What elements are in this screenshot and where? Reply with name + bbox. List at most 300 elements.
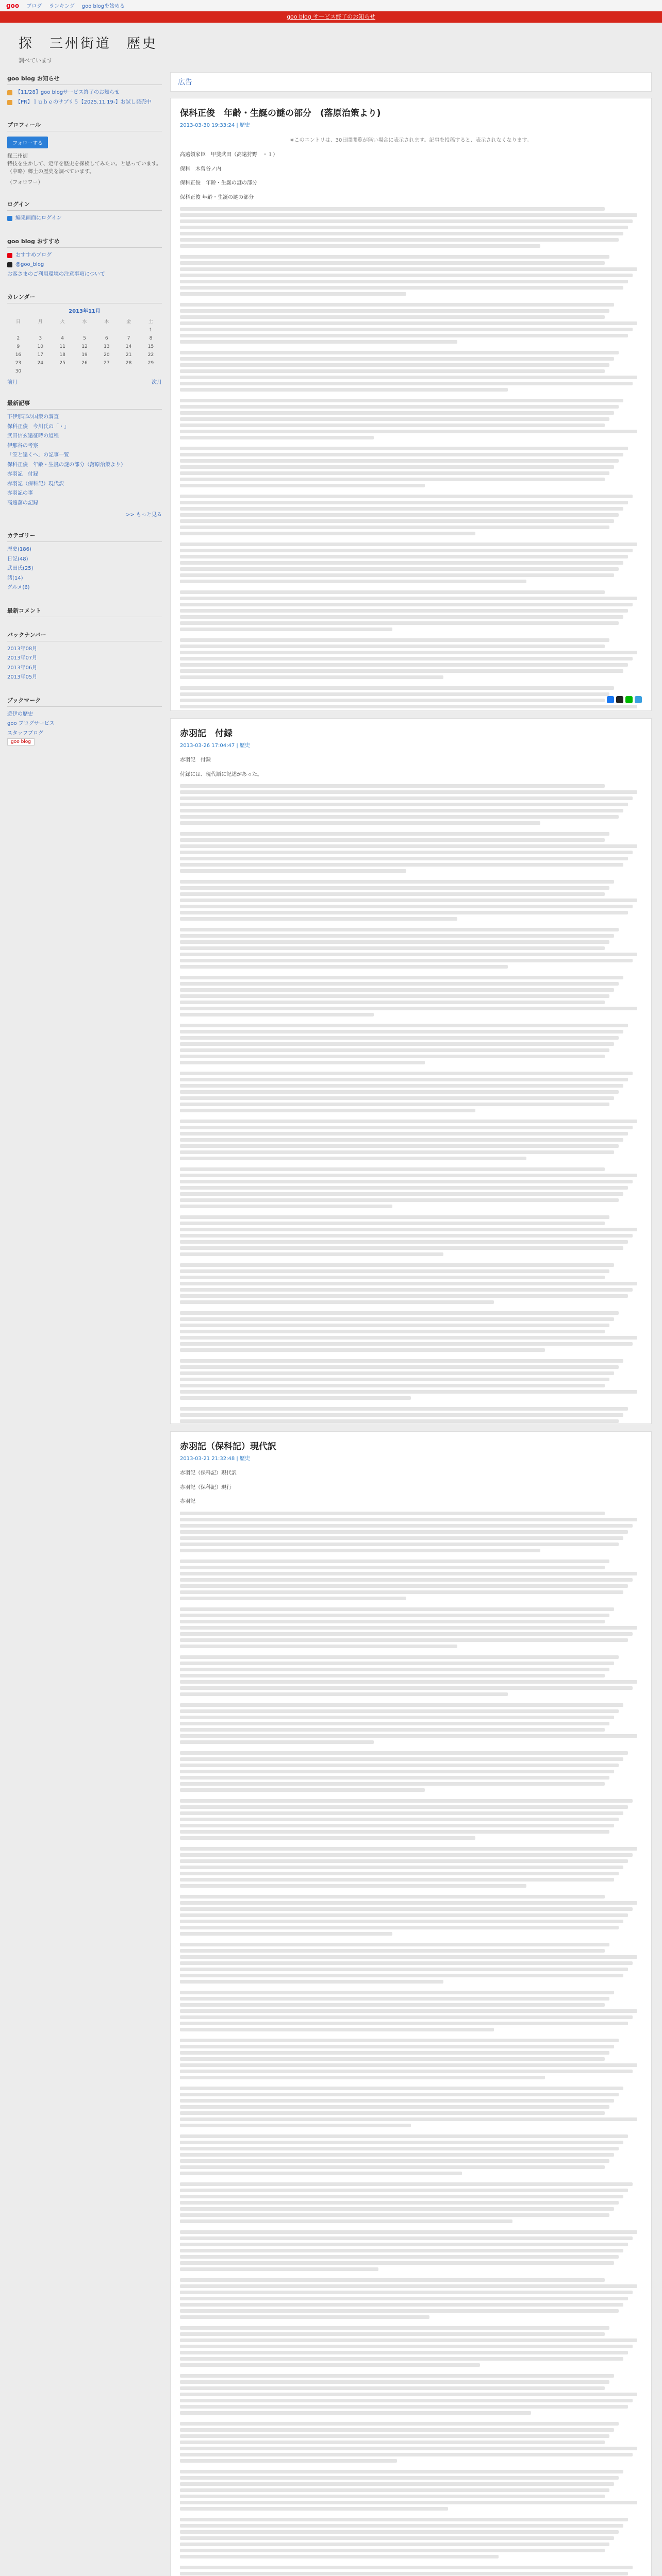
text-line bbox=[180, 280, 628, 283]
text-line bbox=[180, 657, 633, 660]
text-line bbox=[180, 1543, 619, 1546]
profile-follower[interactable]: （フォロワー） bbox=[7, 180, 43, 185]
calendar-day bbox=[140, 367, 162, 376]
text-line bbox=[180, 405, 619, 409]
text-line bbox=[180, 219, 633, 223]
text-line bbox=[180, 1530, 628, 1534]
follow-button[interactable]: フォローする bbox=[7, 137, 48, 148]
text-line bbox=[180, 2284, 637, 2288]
text-line bbox=[180, 1572, 637, 1575]
text-line bbox=[180, 1799, 633, 1803]
text-line bbox=[180, 2076, 545, 2079]
recent-post-link[interactable]: 「笠と遠くへ」の記事一覧 bbox=[7, 452, 69, 458]
text-line bbox=[180, 1205, 392, 1208]
text-line bbox=[180, 567, 619, 571]
calendar-day: 8 bbox=[149, 336, 153, 341]
text-line bbox=[180, 2428, 614, 2432]
text-line bbox=[180, 321, 637, 325]
text-line bbox=[180, 1252, 443, 1256]
text-line bbox=[180, 2267, 378, 2271]
text-line bbox=[180, 388, 508, 392]
text-line bbox=[180, 1991, 614, 1994]
text-line bbox=[180, 628, 392, 631]
nav-link-ranking[interactable]: ランキング bbox=[49, 4, 75, 9]
text-line bbox=[180, 267, 637, 271]
text-line bbox=[180, 1655, 619, 1659]
text-line bbox=[180, 809, 623, 812]
recent-post-link[interactable]: 武田信玄遠征時の道程 bbox=[7, 433, 59, 439]
text-line bbox=[180, 2411, 531, 2415]
calendar-day: 17 bbox=[37, 352, 43, 358]
category-link[interactable]: 武田氏(25) bbox=[7, 566, 34, 571]
text-line bbox=[180, 465, 614, 469]
text-line bbox=[180, 880, 614, 884]
text-line bbox=[180, 2332, 605, 2336]
text-line bbox=[180, 1884, 526, 1888]
text-line bbox=[180, 2345, 633, 2348]
text-line bbox=[180, 2134, 628, 2138]
text-line bbox=[180, 2057, 605, 2061]
recent-post-link[interactable]: 赤羽記 付録 bbox=[7, 471, 38, 477]
text-line bbox=[180, 1048, 609, 1052]
news-heading: goo blog お知らせ bbox=[7, 72, 162, 85]
text-line bbox=[180, 2249, 623, 2252]
text-line bbox=[180, 976, 623, 979]
sidebar bbox=[7, 72, 162, 2576]
text-line bbox=[180, 899, 637, 902]
text-line bbox=[180, 1061, 425, 1064]
calendar-day: 3 bbox=[39, 336, 42, 341]
text-line bbox=[180, 1907, 633, 1911]
text-line bbox=[180, 1638, 628, 1642]
text-line bbox=[180, 1144, 619, 1148]
text-line bbox=[180, 2099, 614, 2103]
text-line bbox=[180, 1036, 619, 1040]
text-line bbox=[180, 1830, 609, 1834]
text-line bbox=[180, 2255, 619, 2259]
article-paragraph: 赤羽記（保科記）現代訳 bbox=[180, 1470, 237, 1476]
text-line bbox=[180, 2141, 623, 2144]
category-link[interactable]: グルメ(6) bbox=[7, 585, 30, 590]
bookmark-link[interactable]: 遊伊の歴史 bbox=[7, 711, 33, 717]
text-line bbox=[180, 1222, 605, 1225]
calendar-prev-link[interactable]: 前月 bbox=[7, 380, 18, 385]
text-line bbox=[180, 526, 609, 529]
text-line bbox=[180, 838, 605, 842]
text-line bbox=[180, 1751, 628, 1755]
login-heading: ログイン bbox=[7, 198, 162, 211]
nav-link-start[interactable]: goo blogを始める bbox=[81, 4, 125, 9]
blog-title[interactable]: 探 三州街道 歴史 bbox=[19, 36, 158, 52]
text-line bbox=[180, 1378, 609, 1381]
news-item[interactable]: 【11/28】goo blogサービス終了のお知らせ bbox=[7, 88, 162, 98]
text-line bbox=[180, 2195, 623, 2198]
text-line bbox=[180, 340, 457, 344]
text-line bbox=[180, 2153, 614, 2157]
text-line bbox=[180, 953, 637, 956]
text-line bbox=[180, 1536, 623, 1540]
nav-link-blog[interactable]: ブログ bbox=[26, 4, 42, 9]
notice-icon bbox=[7, 100, 12, 105]
text-line bbox=[180, 459, 619, 463]
text-line bbox=[180, 1961, 633, 1965]
text-line bbox=[180, 1167, 605, 1171]
text-line bbox=[180, 2482, 614, 2486]
text-line bbox=[180, 2518, 628, 2521]
text-line bbox=[180, 1614, 609, 1617]
news-item[interactable]: 【PR】ｌｕｂｅのサプリ５【2025.11.19-】お試し発売中 bbox=[7, 98, 162, 108]
text-line bbox=[180, 478, 605, 481]
text-line bbox=[180, 1853, 633, 1857]
category-link[interactable]: 日記(48) bbox=[7, 556, 28, 562]
top-nav-bar bbox=[0, 0, 662, 11]
text-line bbox=[180, 965, 508, 969]
article-title[interactable]: 赤羽記 付録 bbox=[180, 728, 233, 739]
text-line bbox=[180, 803, 628, 806]
text-line bbox=[180, 1300, 494, 1304]
text-line bbox=[180, 1234, 633, 1238]
text-line bbox=[180, 1413, 623, 1417]
text-line bbox=[180, 555, 628, 558]
text-line bbox=[180, 573, 614, 577]
text-line bbox=[180, 1716, 614, 1719]
text-line bbox=[180, 1949, 605, 1953]
text-line bbox=[180, 1276, 605, 1279]
text-line bbox=[180, 501, 628, 504]
calendar-table bbox=[7, 316, 162, 376]
backnumber-link[interactable]: 2013年05月 bbox=[7, 674, 38, 680]
text-line bbox=[180, 1590, 623, 1594]
text-line bbox=[180, 1632, 633, 1636]
text-line bbox=[180, 2566, 633, 2569]
text-line bbox=[180, 471, 609, 475]
goo-logo[interactable]: goo bbox=[6, 2, 20, 9]
text-line bbox=[180, 1524, 633, 1528]
text-line bbox=[180, 2476, 619, 2480]
text-line bbox=[180, 1943, 609, 1946]
recent-post-link[interactable]: 下伊那郡の国衆の調査 bbox=[7, 414, 59, 420]
text-line bbox=[180, 376, 637, 379]
text-line bbox=[180, 2380, 609, 2384]
text-line bbox=[180, 1901, 637, 1905]
text-line bbox=[180, 2230, 637, 2234]
text-line bbox=[180, 351, 619, 354]
text-line bbox=[180, 2303, 623, 2307]
text-line bbox=[180, 645, 605, 648]
text-line bbox=[180, 2022, 628, 2025]
text-line bbox=[180, 2555, 499, 2558]
text-line bbox=[180, 453, 623, 456]
text-line bbox=[180, 1866, 623, 1869]
calendar-day: 19 bbox=[81, 352, 88, 358]
text-line bbox=[180, 369, 605, 373]
text-line bbox=[180, 1132, 628, 1136]
text-line bbox=[180, 2309, 619, 2313]
text-line bbox=[180, 2338, 637, 2342]
recommend-item[interactable]: お客さまのご利用環境の注意事項について bbox=[7, 271, 105, 277]
calendar-day: 4 bbox=[61, 336, 64, 341]
text-line bbox=[180, 1932, 392, 1936]
text-line bbox=[180, 1709, 619, 1713]
text-line bbox=[180, 309, 609, 313]
text-line bbox=[180, 292, 406, 296]
text-line bbox=[180, 1878, 614, 1882]
text-line bbox=[180, 1126, 633, 1129]
recent-post-link[interactable]: 伊那谷の考察 bbox=[7, 443, 38, 449]
article-paragraph: 保科正俊 年齢・生誕の謎の部分 bbox=[180, 194, 254, 200]
text-line bbox=[180, 1895, 605, 1899]
sidebar-profile bbox=[7, 118, 162, 187]
text-line bbox=[180, 2572, 628, 2575]
text-line bbox=[180, 597, 637, 600]
text-line bbox=[180, 2422, 619, 2426]
text-line bbox=[180, 357, 614, 361]
article-title[interactable]: 保科正俊 年齢・生誕の謎の部分 (落原治策より) bbox=[180, 108, 381, 118]
sidebar-recent bbox=[7, 397, 162, 518]
article-paragraph: 赤羽記 付録 bbox=[180, 757, 211, 763]
more-link[interactable]: >> もっと見る bbox=[126, 512, 162, 518]
text-line bbox=[180, 686, 614, 690]
calendar-day bbox=[95, 367, 118, 376]
text-line bbox=[180, 507, 623, 511]
recent-post-link[interactable]: 保科正俊 年齢・生誕の謎の部分（落原治策より） bbox=[7, 462, 126, 468]
article-title[interactable]: 赤羽記（保科記）現代訳 bbox=[180, 1442, 276, 1452]
backnumber-link[interactable]: 2013年07月 bbox=[7, 655, 38, 661]
profile-name: 探三州街 bbox=[7, 154, 28, 159]
text-line bbox=[180, 334, 628, 337]
text-line bbox=[180, 1518, 637, 1521]
text-line bbox=[180, 213, 637, 217]
text-line bbox=[180, 863, 623, 867]
banner-text[interactable]: goo blog サービス終了のお知らせ bbox=[287, 13, 375, 20]
sidebar-recommend bbox=[7, 235, 162, 280]
text-line bbox=[180, 1560, 609, 1563]
calendar-weekday: 木 bbox=[104, 319, 109, 325]
text-line bbox=[180, 2351, 628, 2354]
text-line bbox=[180, 1013, 374, 1016]
text-line bbox=[180, 2172, 462, 2175]
text-line bbox=[180, 1311, 619, 1315]
text-line bbox=[180, 1626, 637, 1630]
text-line bbox=[180, 1096, 614, 1100]
text-line bbox=[180, 2405, 628, 2409]
calendar-day: 5 bbox=[83, 336, 86, 341]
calendar-day bbox=[52, 367, 74, 376]
login-link[interactable]: 編集画面にログイン bbox=[7, 214, 162, 224]
text-line bbox=[180, 2147, 619, 2150]
calendar-day bbox=[118, 367, 140, 376]
text-line bbox=[180, 1263, 614, 1267]
text-line bbox=[180, 1818, 619, 1821]
text-line bbox=[180, 2213, 609, 2217]
text-line bbox=[180, 2315, 429, 2319]
text-line bbox=[180, 532, 475, 535]
text-line bbox=[180, 328, 633, 331]
text-line bbox=[180, 2278, 605, 2282]
goo-blog-badge[interactable]: goo blog bbox=[7, 738, 35, 745]
recent-post-link[interactable]: 赤羽記の事 bbox=[7, 490, 33, 496]
calendar-day: 2 bbox=[16, 336, 20, 341]
recent-heading: 最新記事 bbox=[7, 397, 162, 410]
blog-description: 調べています bbox=[19, 57, 53, 64]
text-line bbox=[180, 274, 633, 277]
text-line bbox=[180, 423, 605, 427]
backnumber-link[interactable]: 2013年06月 bbox=[7, 665, 38, 671]
text-line bbox=[180, 2189, 628, 2192]
service-end-banner[interactable] bbox=[0, 11, 662, 23]
text-line bbox=[180, 1674, 605, 1677]
text-line bbox=[180, 1055, 605, 1058]
calendar-day: 11 bbox=[59, 344, 65, 349]
calendar-day: 15 bbox=[147, 344, 154, 349]
categories-heading: カテゴリー bbox=[7, 529, 162, 542]
text-line bbox=[180, 519, 614, 523]
text-line bbox=[180, 2087, 623, 2090]
recommend-heading: goo blog おすすめ bbox=[7, 235, 162, 248]
sidebar-comments bbox=[7, 604, 162, 617]
text-line bbox=[180, 2117, 637, 2121]
text-line bbox=[180, 549, 633, 552]
calendar-weekday: 火 bbox=[60, 319, 65, 325]
bookmark-link[interactable]: goo ブログサービス bbox=[7, 721, 55, 726]
text-line bbox=[180, 2363, 480, 2367]
calendar-weekday: 水 bbox=[82, 319, 87, 325]
text-line bbox=[180, 2374, 614, 2378]
text-line bbox=[180, 286, 623, 290]
text-line bbox=[180, 1764, 619, 1767]
text-line bbox=[180, 815, 619, 819]
calendar-day: 16 bbox=[15, 352, 22, 358]
text-line bbox=[180, 2501, 637, 2504]
text-line bbox=[180, 382, 633, 385]
text-line bbox=[180, 2070, 633, 2073]
text-line bbox=[180, 1920, 623, 1923]
category-link[interactable]: 諸(14) bbox=[7, 575, 23, 581]
calendar-day bbox=[95, 326, 118, 334]
recommend-item[interactable]: おすすめブログ bbox=[7, 251, 162, 261]
text-line bbox=[180, 1030, 623, 1033]
text-line bbox=[180, 2524, 623, 2528]
text-line bbox=[180, 244, 540, 248]
text-line bbox=[180, 1384, 605, 1387]
text-line bbox=[180, 615, 623, 619]
line-icon[interactable] bbox=[625, 696, 633, 703]
text-line bbox=[180, 1192, 623, 1196]
calendar-day: 23 bbox=[15, 361, 22, 366]
main-content bbox=[170, 72, 652, 2576]
recent-post-link[interactable]: 赤羽記（保科記）現代訳 bbox=[7, 481, 64, 487]
text-line bbox=[180, 417, 609, 421]
facebook-icon[interactable] bbox=[607, 696, 614, 703]
ad-label[interactable]: 広告 bbox=[178, 78, 192, 87]
text-line bbox=[180, 1180, 633, 1183]
recommend-item[interactable]: @goo_blog bbox=[7, 260, 162, 270]
calendar-day bbox=[74, 367, 96, 376]
calendar-day: 24 bbox=[37, 361, 43, 366]
text-line bbox=[180, 495, 633, 498]
hatena-icon[interactable] bbox=[635, 696, 642, 703]
text-line bbox=[180, 1240, 628, 1244]
text-line bbox=[180, 1740, 374, 1744]
text-line bbox=[180, 1734, 637, 1738]
ad-box[interactable] bbox=[170, 72, 652, 92]
text-line bbox=[180, 1024, 628, 1027]
text-line bbox=[180, 1371, 614, 1375]
calendar-day: 14 bbox=[125, 344, 132, 349]
text-line bbox=[180, 2441, 605, 2444]
text-line bbox=[180, 886, 609, 890]
text-line bbox=[180, 2182, 633, 2186]
text-line bbox=[180, 1913, 628, 1917]
calendar-day bbox=[118, 326, 140, 334]
text-line bbox=[180, 603, 633, 606]
text-line bbox=[180, 1407, 628, 1411]
text-line bbox=[180, 2219, 512, 2223]
text-line bbox=[180, 1703, 623, 1707]
calendar-next-link[interactable]: 次月 bbox=[152, 380, 162, 385]
text-line bbox=[180, 892, 605, 896]
backnumber-link[interactable]: 2013年08月 bbox=[7, 646, 38, 652]
text-line bbox=[180, 513, 619, 517]
text-line bbox=[180, 1578, 633, 1582]
text-line bbox=[180, 1317, 614, 1321]
text-line bbox=[180, 1645, 457, 1648]
text-line bbox=[180, 844, 637, 848]
x-icon[interactable] bbox=[616, 696, 623, 703]
profile-text: 特技を生かして、定年を歴史を探検してみたい。と思っています。（中略）郷土の歴史を調べています。 bbox=[7, 161, 161, 175]
text-line bbox=[180, 1109, 475, 1112]
text-line bbox=[180, 2488, 609, 2492]
backnumber-heading: バックナンバー bbox=[7, 629, 162, 641]
article bbox=[170, 1431, 652, 2576]
calendar-day: 10 bbox=[37, 344, 43, 349]
text-line bbox=[180, 261, 605, 265]
text-line bbox=[180, 1686, 633, 1690]
x-icon bbox=[7, 262, 12, 267]
text-line bbox=[180, 363, 609, 367]
text-line bbox=[180, 2111, 605, 2115]
text-line bbox=[180, 1359, 623, 1363]
category-link[interactable]: 歴史(186) bbox=[7, 547, 31, 552]
calendar-day bbox=[74, 326, 96, 334]
text-line bbox=[180, 1620, 605, 1623]
recent-post-link[interactable]: 保科正俊 今川氏の「・」 bbox=[7, 423, 69, 430]
text-line bbox=[180, 638, 609, 642]
text-line bbox=[180, 1001, 605, 1004]
calendar-day: 12 bbox=[81, 344, 88, 349]
text-line bbox=[180, 609, 628, 613]
bookmark-link[interactable]: スタッフブログ bbox=[7, 730, 43, 736]
text-line bbox=[180, 1836, 475, 1840]
article-date: 2013-03-26 17:04:47 | 歴史 bbox=[180, 743, 250, 749]
text-line bbox=[180, 2045, 614, 2048]
calendar-day: 1 bbox=[149, 328, 153, 333]
text-line bbox=[180, 988, 614, 992]
calendar-day: 9 bbox=[16, 344, 20, 349]
text-line bbox=[180, 1776, 609, 1780]
text-line bbox=[180, 790, 637, 794]
text-line bbox=[180, 1974, 623, 1977]
text-line bbox=[180, 1174, 637, 1177]
text-line bbox=[180, 2495, 605, 2498]
text-line bbox=[180, 2015, 633, 2019]
text-line bbox=[180, 675, 443, 679]
text-line bbox=[180, 561, 623, 565]
text-line bbox=[180, 315, 605, 319]
text-line bbox=[180, 1228, 637, 1231]
recent-post-link[interactable]: 高遠藩の記録 bbox=[7, 500, 38, 506]
text-line bbox=[180, 1157, 526, 1160]
